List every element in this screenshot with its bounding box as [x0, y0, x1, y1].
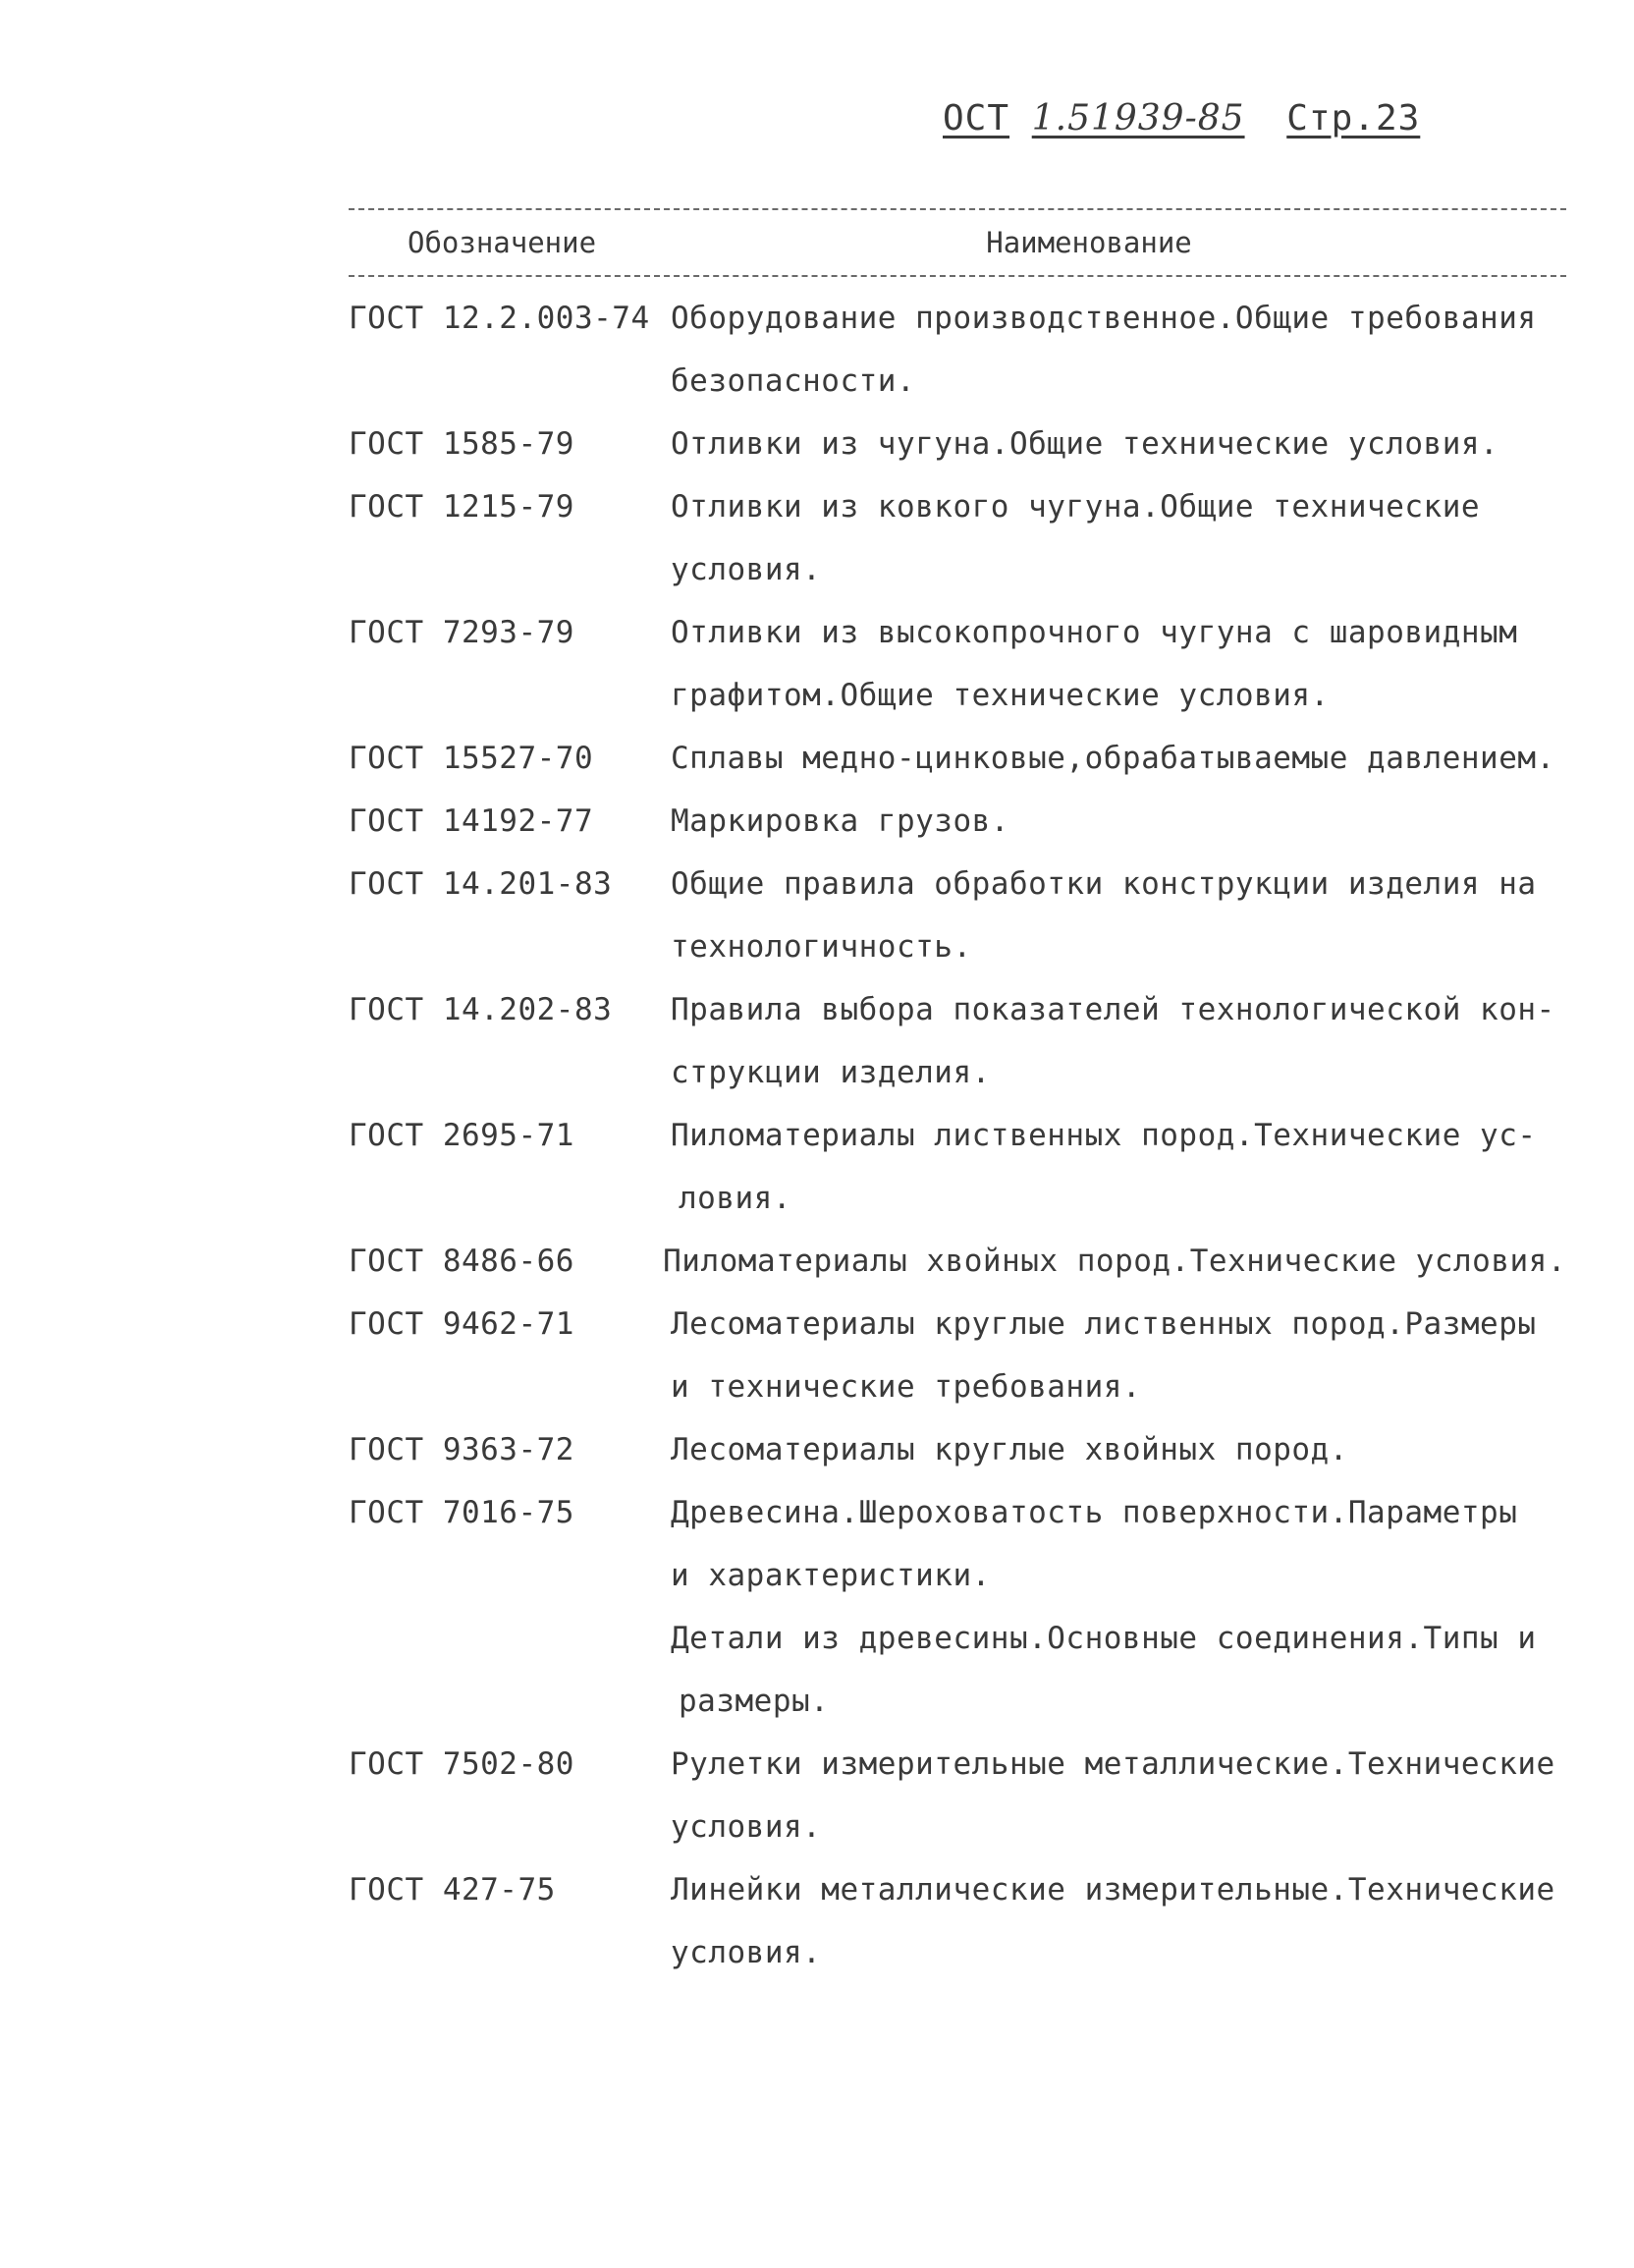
standard-title-line: Отливки из чугуна.Общие технические условия. — [671, 426, 1499, 462]
table-row — [349, 978, 1566, 1104]
standard-title-line: Рулетки измерительные металлические.Технические — [671, 1746, 1555, 1782]
page-header — [943, 98, 1420, 138]
standard-title — [671, 790, 1566, 853]
table-row — [349, 1481, 1566, 1607]
column-header-designation: Обозначение — [408, 226, 597, 259]
standard-title — [671, 853, 1566, 978]
table-row — [349, 1104, 1566, 1230]
standard-title-line: Общие правила обработки конструкции изделия на — [671, 866, 1537, 902]
standard-title — [671, 1293, 1566, 1418]
standard-code: ГОСТ 2695-71 — [349, 1118, 574, 1153]
table-row — [349, 1418, 1566, 1481]
standard-title — [671, 978, 1566, 1104]
standard-title-line: условия. — [671, 552, 822, 587]
standard-title-line: условия. — [671, 1935, 822, 1970]
table-row — [349, 1607, 1566, 1733]
table-row — [349, 413, 1566, 475]
standard-prefix: ОСТ — [943, 98, 1010, 138]
standard-title — [663, 1230, 1566, 1293]
standard-title-line: условия. — [671, 1809, 822, 1845]
standard-title-line: Маркировка грузов. — [671, 803, 1009, 839]
table-row — [349, 727, 1566, 790]
standard-title-line: технологичность. — [671, 929, 972, 965]
standard-title — [671, 1607, 1566, 1733]
standard-title — [671, 287, 1566, 413]
standard-title — [671, 413, 1566, 475]
column-header-name: Наименование — [986, 226, 1192, 259]
table-row — [349, 1733, 1566, 1858]
standard-title-line: Отливки из ковкого чугуна.Общие технические — [671, 489, 1481, 525]
standard-title-line: Древесина.Шероховатость поверхности.Параметры — [671, 1495, 1518, 1530]
standard-title-line: Пиломатериалы хвойных пород.Технические условия. — [663, 1244, 1566, 1279]
table-header — [349, 210, 1566, 275]
standard-title-line: Линейки металлические измерительные.Технические — [671, 1872, 1555, 1908]
standard-code: ГОСТ 7016-75 — [349, 1495, 574, 1530]
standard-code: ГОСТ 7502-80 — [349, 1746, 574, 1782]
standard-title-line: Лесоматериалы круглые лиственных пород.Размеры — [671, 1306, 1537, 1342]
standard-number: 1.51939-85 — [1031, 98, 1245, 138]
standard-code: ГОСТ 15527-70 — [349, 741, 594, 776]
standard-title-line: Лесоматериалы круглые хвойных пород. — [671, 1432, 1348, 1467]
standard-code: ГОСТ 9363-72 — [349, 1432, 574, 1467]
standard-title-line: Отливки из высокопрочного чугуна с шаровидным — [671, 615, 1518, 650]
standard-title — [671, 1858, 1566, 1984]
table-row — [349, 1293, 1566, 1418]
standard-title — [671, 601, 1566, 727]
standard-code: ГОСТ 8486-66 — [349, 1244, 574, 1279]
table-row — [349, 1230, 1566, 1293]
standard-title-line: графитом.Общие технические условия. — [671, 678, 1330, 713]
page-number: Стр.23 — [1286, 98, 1421, 138]
table-row — [349, 287, 1566, 413]
standard-title-line: Детали из древесины.Основные соединения.Типы и — [671, 1621, 1537, 1656]
references-table — [349, 208, 1566, 1984]
standard-title — [671, 1104, 1566, 1230]
standard-code: ГОСТ 14.201-83 — [349, 866, 613, 902]
standard-code: ГОСТ 14.202-83 — [349, 992, 613, 1027]
standard-title-line: и технические требования. — [671, 1369, 1142, 1405]
table-body — [349, 287, 1566, 1984]
table-row — [349, 790, 1566, 853]
standard-title-line: Пиломатериалы лиственных пород.Технические ус- — [671, 1118, 1537, 1153]
standard-title-line: и характеристики. — [671, 1558, 991, 1593]
standard-title — [671, 1481, 1566, 1607]
standard-code: ГОСТ 14192-77 — [349, 803, 594, 839]
standard-title-line: Правила выбора показателей технологической кон- — [671, 992, 1555, 1027]
table-row — [349, 601, 1566, 727]
standard-title-line: размеры. — [679, 1684, 830, 1719]
standard-title — [671, 1733, 1566, 1858]
standard-code: ГОСТ 9462-71 — [349, 1306, 574, 1342]
standard-code: ГОСТ 427-75 — [349, 1872, 556, 1908]
standard-title-line: Сплавы медно-цинковые,обрабатываемые давлением. — [671, 741, 1555, 776]
standard-title-line: безопасности. — [671, 363, 916, 399]
standard-code: ГОСТ 12.2.003-74 — [349, 301, 650, 336]
standard-title — [671, 727, 1566, 790]
table-header-rule — [349, 275, 1566, 277]
standard-title-line: ловия. — [679, 1181, 791, 1216]
standard-code: ГОСТ 7293-79 — [349, 615, 574, 650]
standard-title-line: Оборудование производственное.Общие требования — [671, 301, 1537, 336]
standard-title — [671, 1418, 1566, 1481]
standard-title — [671, 475, 1566, 601]
table-row — [349, 853, 1566, 978]
table-row — [349, 475, 1566, 601]
standard-title-line: струкции изделия. — [671, 1055, 991, 1090]
standard-code: ГОСТ 1215-79 — [349, 489, 574, 525]
table-row — [349, 1858, 1566, 1984]
standard-code: ГОСТ 1585-79 — [349, 426, 574, 462]
